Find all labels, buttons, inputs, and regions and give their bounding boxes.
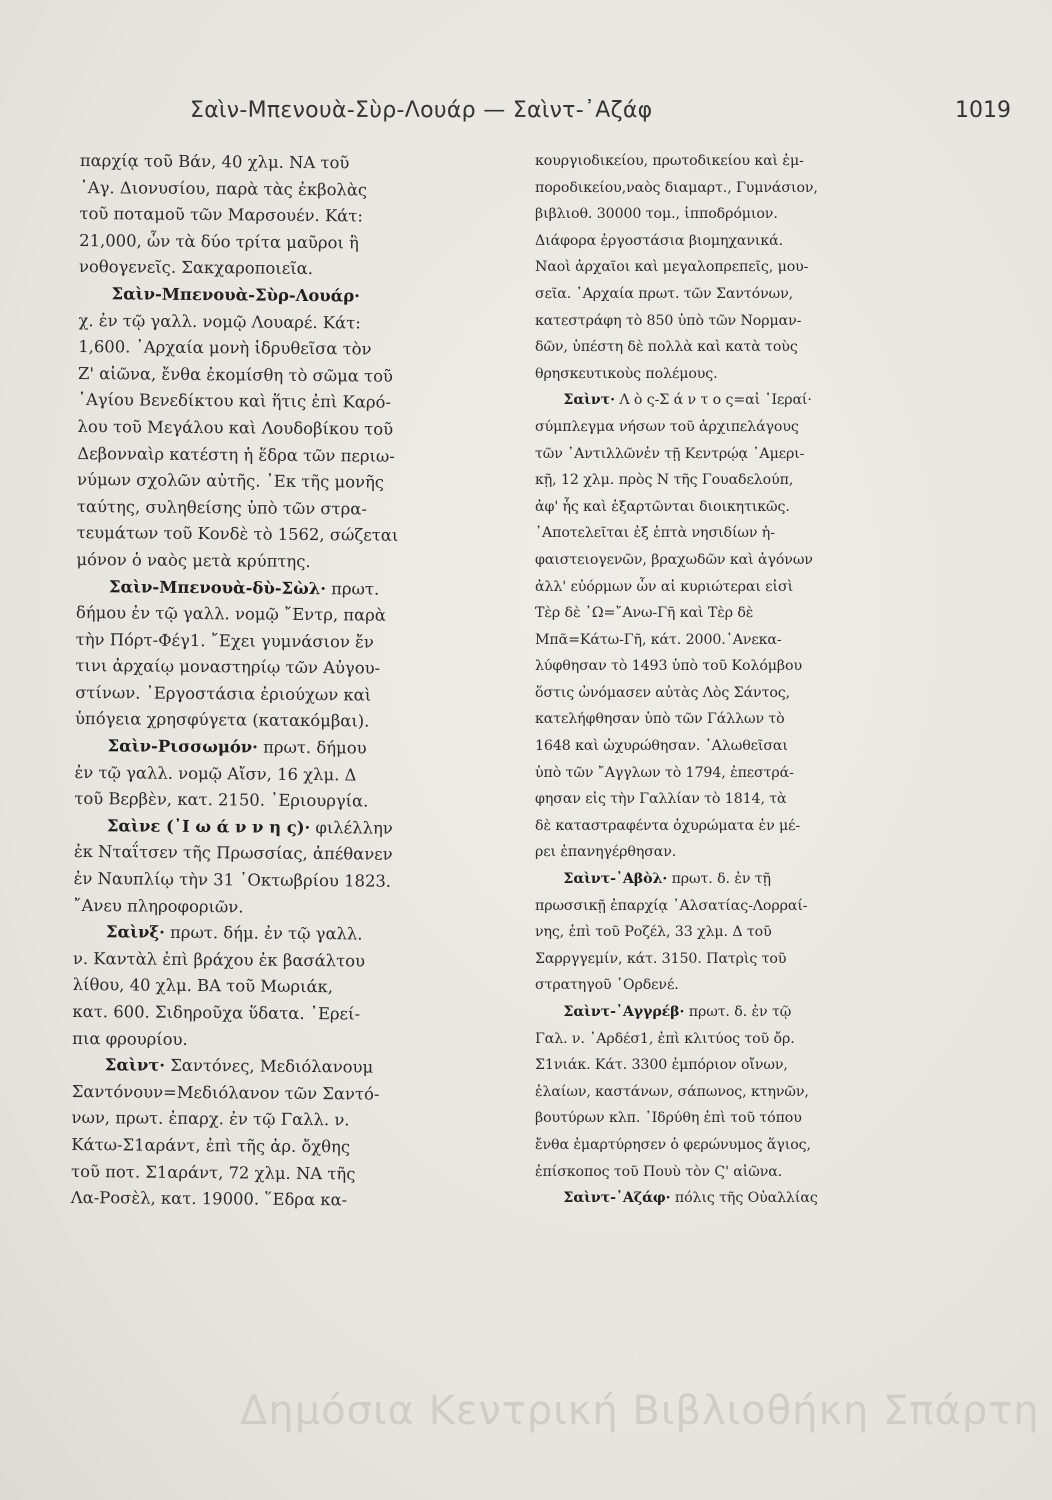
text-line: ἔνθα ἐμαρτύρησεν ὁ φερώνυμος ἅγιος,	[535, 1136, 811, 1153]
text-line: νης, ἐπὶ τοῦ Ροζέλ, 33 χλμ. Δ τοῦ	[535, 924, 772, 941]
text-line: Σαὶν-Ρισσωμόν· πρωτ. δήμου	[107, 736, 367, 758]
entry-headword: Σαὶνε (᾿Ι ω ά ν ν η ς)·	[106, 816, 311, 837]
text-line: Λα-Ροσὲλ, κατ. 19000. ῞Εδρα κα-	[70, 1188, 348, 1210]
text-line: πια φρουρίου.	[72, 1028, 188, 1049]
text-line: χ. ἐν τῷ γαλλ. νομῷ Λουαρέ. Κάτ:	[78, 310, 361, 333]
text-line: ῾Αγίου Βενεδίκτου καὶ ἥτις ἐπὶ Καρό-	[77, 390, 392, 413]
text-line: τευμάτων τοῦ Κονδὲ τὸ 1562, σώζεται	[76, 523, 399, 546]
text-line: ποροδικείου,ναὸς διαμαρτ., Γυμνάσιον,	[535, 179, 818, 196]
text-line: Μπᾶ=Κάτω-Γῆ, κάτ. 2000.᾿Ανεκα-	[535, 631, 782, 648]
right-column	[535, 148, 840, 1212]
text-line: Σαὶντ-᾿Αγγρέβ· πρωτ. δ. ἐν τῷ	[563, 1004, 792, 1020]
text-line: λου τοῦ Μεγάλου καὶ Λουδοβίκου τοῦ	[77, 416, 394, 439]
text-line: Ζ' αἰῶνα, ἔνθα ἐκομίσθη τὸ σῶμα τοῦ	[77, 363, 394, 386]
text-line: τοῦ ποτ. Σ1αράντ, 72 χλμ. ΝΑ τῆς	[70, 1161, 356, 1184]
text-line: παρχίᾳ τοῦ Βάν, 40 χλμ. ΝΑ τοῦ	[79, 150, 350, 173]
text-line: Δεβονναὶρ κατέστη ἡ ἕδρα τῶν περιω-	[77, 443, 395, 466]
text-line: δήμου ἐν τῷ γαλλ. νομῷ ῎Εντρ, παρὰ	[75, 603, 386, 625]
text-line: ἐν Ναυπλίῳ τὴν 31 ᾿Οκτωβρίου 1823.	[73, 869, 392, 891]
text-line: ἐλαίων, καστάνων, σάπωνος, κτηνῶν,	[535, 1083, 809, 1100]
text-line: μόνον ὁ ναὸς μετὰ κρύπτης.	[76, 549, 311, 571]
text-line: Σαντόνουν=Μεδιόλανον τῶν Σαντό-	[71, 1081, 380, 1104]
text-line: Σαὶντ· Λ ὸ ς-Σ ά ν τ ο ς=αἱ ῾Ιεραί·	[563, 392, 812, 409]
text-line: ἀφ' ἧς καὶ ἐξαρτῶνται διοικητικῶς.	[535, 498, 790, 515]
text-line: ᾿Αποτελεῖται ἐξ ἑπτὰ νησιδίων ἡ-	[535, 525, 775, 542]
text-line: τῶν ᾿Αντιλλῶνἐν τῇ Κεντρῴᾳ ᾿Αμερι-	[535, 445, 805, 462]
text-line: Τὲρ δὲ ῾Ω=῎Ανω-Γῆ καὶ Τὲρ δὲ	[535, 605, 754, 622]
text-line: Σαὶντ-᾿Αζάφ· πόλις τῆς Οὐαλλίας	[563, 1190, 818, 1207]
text-line: 21,000, ὧν τὰ δύο τρίτα μαῦροι ἢ	[79, 230, 359, 253]
text-line: κῇ, 12 χλμ. πρὸς Ν τῆς Γουαδελούπ,	[535, 472, 794, 489]
text-line: νων, πρωτ. ἐπαρχ. ἐν τῷ Γαλλ. ν.	[71, 1108, 350, 1130]
text-line: ᾿Αγ. Διονυσίου, παρὰ τὰς ἐκβολὰς	[79, 177, 368, 200]
text-line: ὑπὸ τῶν ῎Αγγλων τὸ 1794, ἐπεστρά-	[535, 764, 794, 781]
text-line: νοθογενεῖς. Σακχαροποιεῖα.	[78, 257, 314, 279]
text-line: νύμων σχολῶν αὐτῆς. ᾿Εκ τῆς μονῆς	[77, 470, 385, 492]
text-line: δὲ καταστραφέντα ὀχυρώματα ἐν μέ-	[535, 817, 801, 834]
text-line: ἐπίσκοπος τοῦ Πουὺ τὸν Ϛ' αἰῶνα.	[535, 1163, 783, 1180]
text-line: θρησκευτικοὺς πολέμους.	[535, 365, 718, 382]
text-line: Σαὶνε (᾿Ι ω ά ν ν η ς)· φιλέλλην	[106, 816, 393, 838]
text-line: ὅστις ὠνόμασεν αὐτὰς Λὸς Σάντος,	[535, 684, 791, 701]
text-line: Ναοὶ ἀρχαῖοι καὶ μεγαλοπρεπεῖς, μου-	[535, 259, 809, 276]
text-line: βουτύρων κλπ. ῾Ιδρύθη ἐπὶ τοῦ τόπου	[535, 1110, 802, 1127]
text-line: βιβλιοθ. 30000 τομ., ἱπποδρόμιον.	[535, 206, 778, 223]
text-line: φησαν εἰς τὴν Γαλλίαν τὸ 1814, τὰ	[535, 791, 787, 808]
text-line: ἐν τῷ γαλλ. νομῷ Αἴσν, 16 χλμ. Δ	[74, 762, 357, 785]
text-line: δῶν, ὑπέστη δὲ πολλὰ καὶ κατὰ τοὺς	[535, 339, 798, 356]
entry-headword: Σαὶν-Ρισσωμόν·	[107, 736, 259, 757]
text-line: Σαὶν-Μπενουὰ-δὺ-Σὼλ· πρωτ.	[108, 576, 380, 599]
entry-headword: Σαὶντ-᾿Αζάφ·	[563, 1190, 671, 1207]
text-line: στρατηγοῦ ᾿Ορδενέ.	[535, 977, 679, 994]
text-line: πρωσσικῇ ἐπαρχίᾳ ᾿Αλσατίας-Λορραί-	[535, 897, 808, 914]
text-line: Σαὶνξ· πρωτ. δήμ. ἐν τῷ γαλλ.	[105, 922, 363, 944]
text-line: κατελήφθησαν ὑπὸ τῶν Γάλλων τὸ	[535, 711, 785, 728]
text-line: 1648 καὶ ὠχυρώθησαν. ᾿Αλωθεῖσαι	[535, 738, 788, 755]
text-line: Διάφορα ἐργοστάσια βιομηχανικά.	[535, 232, 783, 249]
entry-headword: Σαὶνξ·	[105, 922, 165, 942]
text-line: κατ. 600. Σιδηροῦχα ὕδατα. ᾿Ερεί-	[72, 1001, 361, 1024]
text-line: ταύτης, συληθείσης ὑπὸ τῶν στρα-	[76, 496, 368, 519]
left-column	[71, 148, 490, 1215]
text-line: Σαρργγεμίν, κάτ. 3150. Πατρὶς τοῦ	[535, 950, 787, 967]
text-line: Κάτω-Σ1αράντ, ἐπὶ τῆς ἀρ. ὄχθης	[71, 1134, 351, 1157]
text-line: τινι ἀρχαίῳ μοναστηρίῳ τῶν Αὐγου-	[75, 656, 381, 678]
text-line: κατεστράφη τὸ 850 ὑπὸ τῶν Νορμαν-	[535, 312, 802, 329]
entry-headword: Σαὶντ·	[563, 392, 615, 409]
text-line: τοῦ Βερβὲν, κατ. 2150. ᾿Εριουργία.	[74, 789, 369, 811]
entry-headword: Σαὶν-Μπενουὰ-δὺ-Σὼλ·	[108, 576, 327, 598]
text-line: Σ1νιάκ. Κάτ. 3300 ἐμπόριον οἴνων,	[535, 1057, 788, 1074]
text-line: ἐκ Νταΐτσεν τῆς Πρωσσίας, ἀπέθανεν	[73, 842, 393, 865]
text-line: Σαὶντ-᾿Αβὸλ· πρωτ. δ. ἐν τῇ	[563, 871, 771, 888]
text-line: τοῦ ποταμοῦ τῶν Μαρσουέν. Κάτ:	[79, 204, 363, 226]
text-line: ἀλλ' εὐόρμων ὧν αἱ κυριώτεραι εἰσὶ	[535, 578, 794, 595]
text-line	[79, 281, 489, 311]
text-line: τὴν Πόρτ-Φέγ1. ῎Εχει γυμνάσιον ἔν	[75, 629, 374, 652]
running-header: Σαὶν-Μπενουὰ-Σὺρ-Λουάρ — Σαὶντ-᾿Αζάφ	[190, 98, 653, 123]
library-watermark: Δημόσια Κεντρική Βιβλιοθήκη Σπάρτη	[240, 1388, 1040, 1434]
text-line: ρει ἐπανηγέρθησαν.	[535, 844, 677, 861]
entry-headword: Σαὶντ-᾿Αγγρέβ·	[563, 1004, 685, 1020]
text-line: κουργιοδικείου, πρωτοδικείου καὶ ἐμ-	[535, 153, 804, 169]
text-line: ῎Ανευ πληροφοριῶν.	[73, 895, 244, 917]
text-line: λύφθησαν τὸ 1493 ὑπὸ τοῦ Κολόμβου	[535, 658, 802, 675]
text-line: στίνων. ᾿Εργοστάσια ἐριούχων καὶ	[75, 682, 372, 705]
text-line: ὑπόγεια χρησφύγετα (κατακόμβαι).	[74, 709, 370, 732]
text-line: Γαλ. ν. ᾿Αρδέσ1, ἐπὶ κλιτύος τοῦ ὄρ.	[535, 1030, 795, 1047]
text-line: σεῖα. ᾿Αρχαία πρωτ. τῶν Σαντόνων,	[535, 285, 794, 302]
text-line: Σαὶντ· Σαντόνες, Μεδιόλανουμ	[104, 1055, 374, 1077]
text-line: φαιστειογενῶν, βραχωδῶν καὶ ἀγόνων	[535, 551, 813, 568]
text-line: σύμπλεγμα νήσων τοῦ ἀρχιπελάγους	[535, 418, 799, 435]
entry-headword: Σαὶντ·	[104, 1055, 166, 1075]
text-line: ν. Καντὰλ ἐπὶ βράχου ἐκ βασάλτου	[72, 948, 366, 971]
entry-headword: Σαὶν-Μπενουὰ-Σὺρ-Λουάρ·	[111, 284, 361, 306]
text-line: 1,600. ᾿Αρχαία μονὴ ἱδρυθεῖσα τὸν	[78, 337, 372, 359]
page-number: 1019	[955, 98, 1011, 123]
entry-headword: Σαὶντ-᾿Αβὸλ·	[563, 871, 668, 888]
text-line: λίθου, 40 χλμ. ΒΑ τοῦ Μωριάκ,	[72, 975, 334, 997]
